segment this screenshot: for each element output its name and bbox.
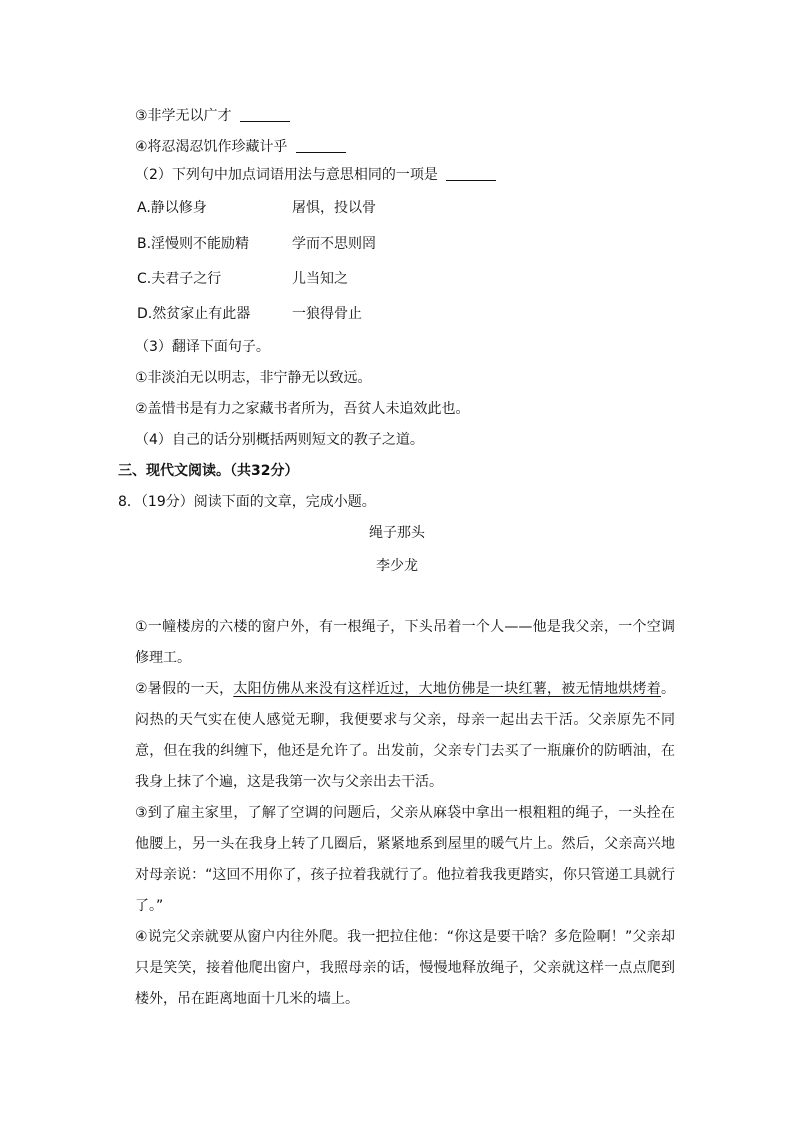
- option-d: [137, 305, 362, 323]
- option-a: [137, 199, 376, 217]
- question-item-4: [135, 138, 346, 156]
- option-left: A.静以修身: [137, 200, 207, 216]
- article-paragraph-3: ③到了雇主家里，了解了空调的问题后，父亲从麻袋中拿出一根粗粗的绳子，一头拴在他腰上，另一头在我身上转了几圈后，紧紧地系到屋里的暖气片上。然后，父亲高兴地对母亲说：“这回不用你了，孩子拉着我就行了。他拉着我我更踏实，你只管递工具就行了。”: [135, 805, 675, 914]
- option-b: [137, 235, 376, 253]
- paragraph-text: ②暑假的一天，: [135, 681, 234, 697]
- subquestion-3: （3）翻译下面句子。: [135, 339, 270, 355]
- option-right: 儿当知之: [292, 271, 348, 287]
- answer-blank: [446, 166, 496, 181]
- option-left: D.然贫家止有此器: [137, 306, 251, 322]
- article-paragraph-2: [135, 674, 675, 798]
- question-text: ③非学无以广才: [135, 108, 232, 124]
- answer-blank: [296, 138, 346, 153]
- article-paragraph-1: ①一幢楼房的六楼的窗户外，有一根绳子，下头吊着一个人——他是我父亲，一个空调修理工。: [135, 619, 675, 666]
- question-8: 8．（19分）阅读下面的文章，完成小题。: [118, 494, 376, 510]
- question-text: ④将忍渴忍饥作珍藏计乎: [135, 139, 288, 155]
- section-heading: 三、现代文阅读。（共32分）: [118, 463, 299, 479]
- option-left: C.夫君子之行: [137, 271, 222, 287]
- article-author: 李少龙: [376, 558, 418, 574]
- translate-sentence-1: ①非淡泊无以明志，非宁静无以致远。: [135, 370, 372, 386]
- translate-sentence-2: ②盖惜书是有力之家藏书者所为，吾贫人未追效此也。: [135, 401, 470, 417]
- question-text: （2）下列句中加点词语用法与意思相同的一项是: [135, 167, 438, 183]
- question-item-3: [135, 107, 290, 125]
- answer-blank: [240, 107, 290, 122]
- option-c: [137, 270, 348, 288]
- subquestion-4: （4）自己的话分别概括两则短文的教子之道。: [135, 432, 424, 448]
- option-left: B.淫慢则不能励精: [137, 236, 250, 252]
- option-right: 屠惧，投以骨: [292, 200, 376, 216]
- subquestion-2: [135, 166, 496, 184]
- option-right: 一狼得骨止: [292, 306, 362, 322]
- article-paragraph-4: ④说完父亲就要从窗户内往外爬。我一把拉住他：“你这是要干啥？多危险啊！”父亲却只是笑笑，接着他爬出窗户，我照母亲的话，慢慢地释放绳子，父亲就这样一点点爬到楼外，吊在距离地面十几米的墙上。: [135, 929, 675, 1007]
- option-right: 学而不思则罔: [292, 236, 376, 252]
- underlined-sentence: 太阳仿佛从来没有这样近过，大地仿佛是一块红薯，被无情地烘烤着: [233, 681, 661, 697]
- article-title: 绳子那头: [369, 525, 425, 541]
- paragraph-text: 。闷热的天气实在使人感觉无聊，我便要求与父亲，母亲一起出去干活。父亲原先不同意，但在我的纠缠下，他还是允许了。出发前，父亲专门去买了一瓶廉价的防晒油，在我身上抹了个遍，这是我第一次与父亲出去干活。: [135, 681, 675, 790]
